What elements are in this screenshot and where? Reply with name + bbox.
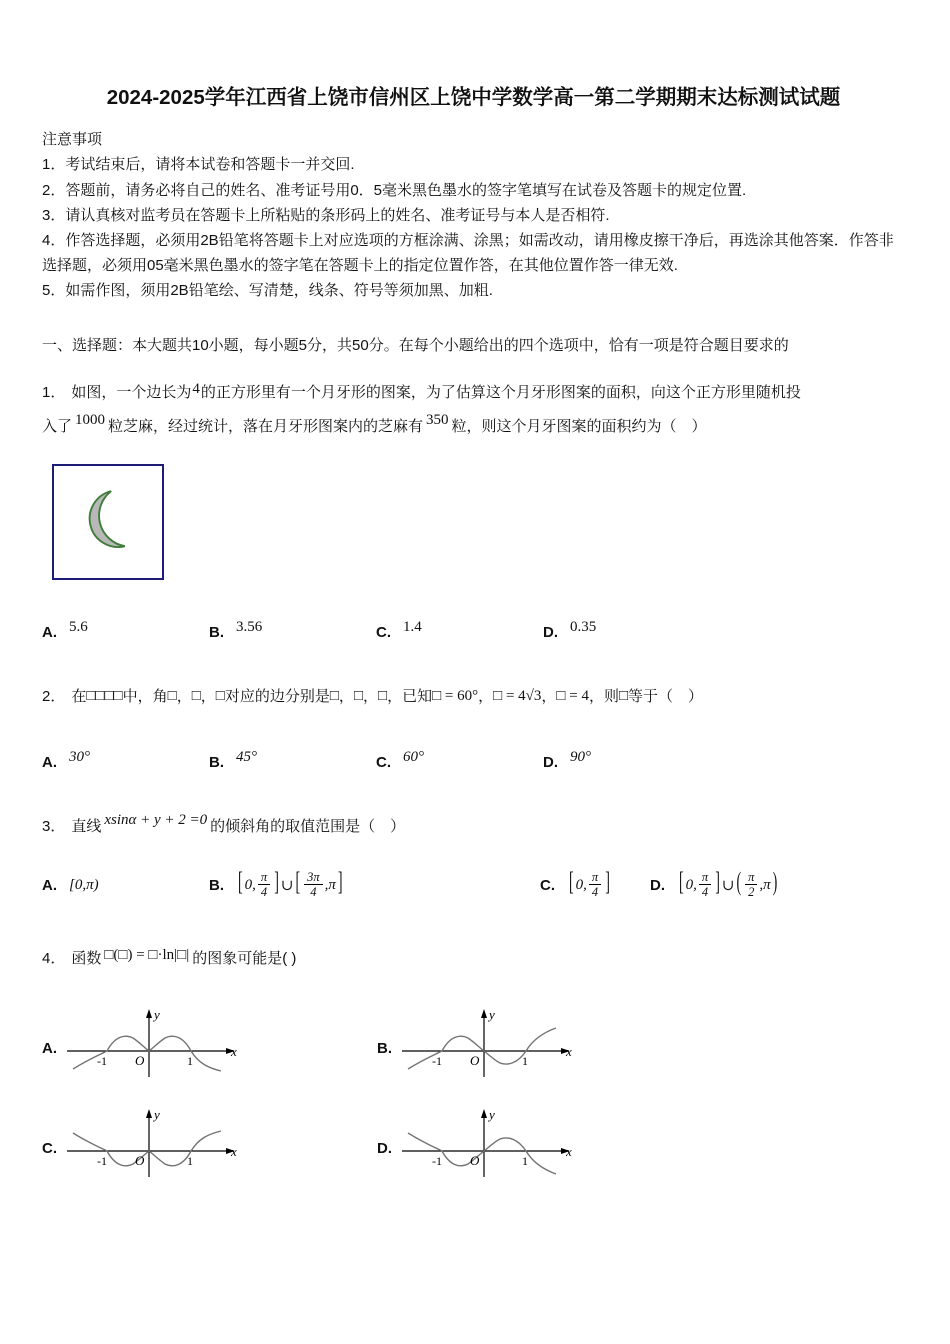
y-axis-arrow (146, 1009, 152, 1018)
q3-option-a-value: [0,π) (69, 876, 99, 893)
question-4 (42, 946, 905, 1180)
origin-label: O (470, 1152, 480, 1168)
inline-math-4: 4 (192, 380, 200, 397)
curve-c (73, 1131, 221, 1166)
tick-label-1: 1 (187, 1153, 193, 1168)
q3-option-d-value: [ 0, $\frac{\pi}{4}$ ] ∪ ( $\frac{\pi}{2}$ ,π ) (679, 869, 778, 899)
crescent-figure (52, 464, 164, 580)
notes-heading: 注意事项 (42, 130, 103, 148)
q4-option-b-label: B. (377, 1040, 392, 1058)
q2-option-b-label: B. (209, 754, 224, 772)
tick-label-neg1: -1 (432, 1153, 442, 1168)
q3-option-c-value: [ 0, $\frac{\pi}{4}$ ] (569, 869, 610, 899)
question-1-text4: 粒，则这个月牙图案的面积约为（ ） (451, 417, 707, 435)
tick-label-1: 1 (187, 1053, 193, 1068)
q1-option-b (209, 619, 376, 642)
question-2-text: 在□□□□中，角□，□，□对应的边分别是□，□，□，已知□ = 60°，□ = 4√3，□ = 4，则□等于（ ） (71, 688, 704, 706)
y-axis-arrow (481, 1109, 487, 1118)
y-axis-label: y (489, 1106, 495, 1122)
tick-label-neg1: -1 (97, 1053, 107, 1068)
q1-option-b-value: 3.56 (236, 619, 263, 636)
q3-option-b (209, 871, 540, 901)
y-axis-label: y (489, 1006, 495, 1022)
graph-cell-c (42, 1105, 377, 1181)
curve-a (73, 1036, 221, 1071)
q3-option-a (42, 877, 209, 894)
q3-equation: xsinα + y + 2 =0 (104, 812, 208, 829)
crescent-figure-svg (65, 480, 151, 564)
q3-option-c-label: C. (540, 876, 555, 894)
question-1-text2: 入了 (42, 417, 73, 435)
question-4-line (42, 946, 905, 972)
q3-option-b-value: [ 0, $\frac{\pi}{4}$ ] ∪ [ $\frac{3\pi}{4}$ ,π ] (238, 869, 343, 899)
q2-option-a-label: A. (42, 754, 57, 772)
curve-d (408, 1133, 556, 1174)
q3-option-a-label: A. (42, 876, 57, 894)
question-1-text3: 粒芝麻，经过统计，落在月牙形图案内的芝麻有 (108, 417, 424, 435)
inline-math-350: 350 (426, 411, 449, 428)
q1-option-a (42, 619, 209, 642)
q2-option-d-label: D. (543, 754, 558, 772)
question-1-text: 如图，一个边长为 (71, 383, 192, 401)
question-1-line-2 (42, 411, 905, 440)
crescent-shape (84, 491, 125, 553)
q4-formula: □(□) = □·ln|□| (104, 947, 190, 964)
tick-label-1: 1 (522, 1053, 528, 1068)
note-item-1: 1．考试结束后，请将本试卷和答题卡一并交回. (42, 156, 355, 174)
graph-b (396, 1005, 576, 1081)
q1-option-d-value: 0.35 (570, 619, 597, 636)
question-3-text-cont: 的倾斜角的取值范围是（ ） (210, 818, 406, 836)
y-axis-label: y (154, 1006, 160, 1022)
graph-a (61, 1005, 241, 1081)
question-1-options (42, 619, 905, 642)
question-2-number: 2． (42, 688, 66, 706)
question-2-options (42, 749, 905, 772)
q2-option-c (376, 749, 543, 772)
question-2 (42, 684, 905, 772)
q4-option-a-label: A. (42, 1040, 57, 1058)
q1-option-c-label: C. (376, 624, 391, 642)
x-axis-label: x (566, 1143, 572, 1159)
q3-option-d-label: D. (650, 876, 665, 894)
origin-label: O (135, 1052, 145, 1068)
note-item-2: 2．答题前，请务必将自己的姓名、准考证号用0．5毫米黑色墨水的签字笔填写在试卷及答题卡的规定位置. (42, 181, 747, 199)
note-item-5: 5．如需作图，须用2B铅笔绘、写清楚，线条、符号等须加黑、加粗. (42, 282, 493, 300)
q2-option-a (42, 749, 209, 772)
question-1-number: 1． (42, 383, 66, 401)
x-axis-label: x (231, 1143, 237, 1159)
question-4-graphs (42, 981, 742, 1181)
q3-option-d (650, 871, 779, 901)
q1-option-a-value: 5.6 (69, 619, 88, 636)
q2-option-a-value: 30° (69, 749, 90, 766)
graph-d (396, 1105, 576, 1181)
note-item-3: 3．请认真核对监考员在答题卡上所粘贴的条形码上的姓名、准考证号与本人是否相符. (42, 206, 610, 224)
question-1-line-1 (42, 380, 905, 406)
q4-option-d-label: D. (377, 1140, 392, 1158)
q3-option-b-label: B. (209, 876, 224, 894)
y-axis-arrow (481, 1009, 487, 1018)
question-4-number: 4． (42, 950, 66, 968)
curve-b (408, 1028, 556, 1069)
question-4-text: 函数 (71, 950, 102, 968)
origin-label: O (470, 1052, 480, 1068)
q1-option-b-label: B. (209, 624, 224, 642)
q2-option-d-value: 90° (570, 749, 591, 766)
q2-option-d (543, 749, 710, 772)
tick-label-neg1: -1 (432, 1053, 442, 1068)
question-3-options (42, 871, 905, 901)
section-1-heading: 一、选择题：本大题共10小题，每小题5分，共50分。在每个小题给出的四个选项中，恰有一项是符合题目要求的 (42, 336, 789, 354)
graph-cell-b (377, 1005, 712, 1081)
q1-option-a-label: A. (42, 624, 57, 642)
graph-cell-d (377, 1105, 712, 1181)
q4-option-c-label: C. (42, 1140, 57, 1158)
y-axis-label: y (154, 1106, 160, 1122)
q1-option-c-value: 1.4 (403, 619, 422, 636)
notes-section (42, 128, 905, 304)
x-axis-label: x (566, 1043, 572, 1059)
question-1 (42, 380, 905, 643)
y-axis-arrow (146, 1109, 152, 1118)
graph-cell-a (42, 1005, 377, 1081)
q2-option-b-value: 45° (236, 749, 257, 766)
q2-option-c-label: C. (376, 754, 391, 772)
page-title: 2024-2025学年江西省上饶市信州区上饶中学数学高一第二学期期末达标测试试题 (106, 86, 841, 109)
question-4-text-cont: 的图象可能是( ) (192, 950, 297, 968)
question-3-text: 直线 (71, 818, 102, 836)
q2-option-b (209, 749, 376, 772)
question-1-text-cont: 的正方形里有一个月牙形的图案，为了估算这个月牙形图案的面积，向这个正方形里随机投 (200, 383, 801, 401)
q1-option-c (376, 619, 543, 642)
origin-label: O (135, 1152, 145, 1168)
q1-option-d-label: D. (543, 624, 558, 642)
question-3-line (42, 814, 905, 840)
q2-option-c-value: 60° (403, 749, 424, 766)
question-2-line (42, 684, 905, 710)
question-3 (42, 814, 905, 900)
question-3-number: 3． (42, 818, 66, 836)
q3-option-c (540, 871, 650, 901)
tick-label-1: 1 (522, 1153, 528, 1168)
x-axis-label: x (231, 1043, 237, 1059)
graph-c (61, 1105, 241, 1181)
tick-label-neg1: -1 (97, 1153, 107, 1168)
q1-option-d (543, 619, 710, 642)
note-item-4: 4．作答选择题，必须用2B铅笔将答题卡上对应选项的方框涂满、涂黑；如需改动，请用橡皮擦干净后，再选涂其他答案．作答非选择题，必须用05毫米黑色墨水的签字笔在答题卡上的指定位置作答，在其他位置作答一律无效. (42, 231, 894, 275)
inline-math-1000: 1000 (75, 411, 106, 428)
